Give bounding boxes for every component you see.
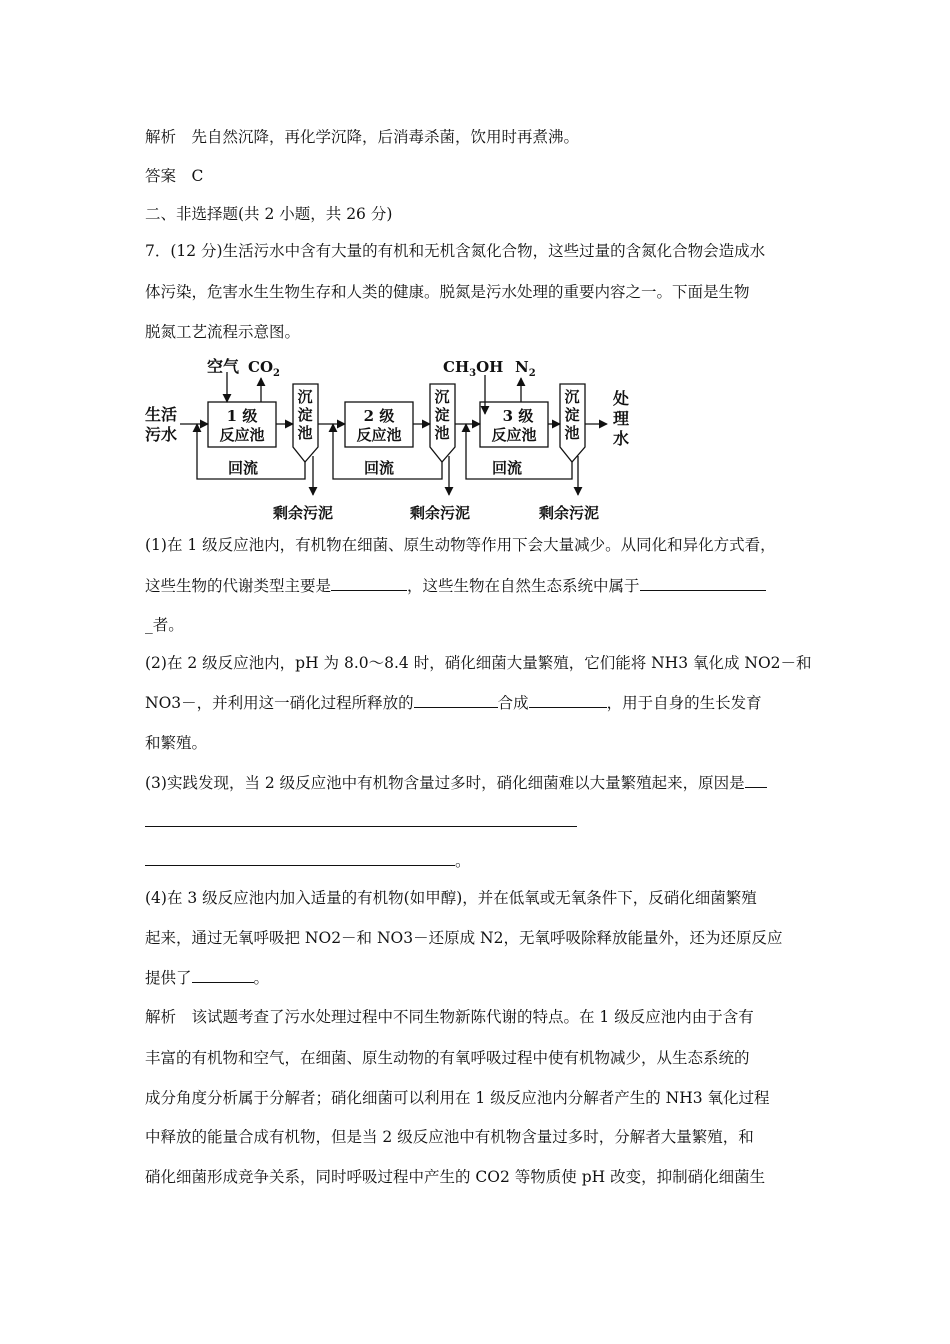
settler-3-char: 沉 (564, 388, 580, 406)
output-label-char: 处 (613, 389, 630, 408)
settler-1-char: 沉 (297, 388, 313, 406)
text-segment: ，这些生物在自然生态系统中属于 (407, 577, 640, 595)
text-segment: ，用于自身的生长发育 (606, 694, 762, 712)
text-segment: 合成 (497, 694, 529, 712)
question-stem: 体污染，危害水生生物生存和人类的健康。脱氮是污水处理的重要内容之一。下面是生物 (145, 283, 750, 301)
sludge-label-2: 剩余污泥 (410, 504, 471, 522)
answer-blank[interactable] (640, 575, 766, 591)
question-2-line (145, 692, 762, 713)
section-heading: 二、非选择题(共 2 小题，共 26 分) (145, 205, 393, 223)
settler-1-char: 池 (297, 424, 313, 442)
settler-2-char: 沉 (434, 388, 450, 406)
air-label: 空气 (207, 357, 240, 376)
process-flow-diagram (140, 352, 640, 532)
reflux-label-3: 回流 (492, 459, 523, 477)
answer-blank[interactable] (192, 967, 254, 983)
question-1-line: (1)在 1 级反应池内，有机物在细菌、原生动物等作用下会大量减少。从同化和异化方式看， (145, 536, 776, 554)
question-1-line: _者。 (145, 616, 184, 634)
answer-blank[interactable] (414, 692, 498, 708)
question-4-line: 起来，通过无氧呼吸把 NO2－和 NO3－还原成 N2，无氧呼吸除释放能量外，还为还原反应 (145, 929, 783, 947)
sludge-label-3: 剩余污泥 (539, 504, 600, 522)
text-segment: 这些生物的代谢类型主要是 (145, 577, 332, 595)
text-segment: NO3－，并利用这一硝化过程所释放的 (145, 694, 414, 712)
question-3-line (145, 850, 471, 871)
tank-1-label-top: 1 级 (226, 407, 258, 425)
settler-1-char: 淀 (297, 406, 313, 424)
text-segment: 。 (455, 852, 471, 870)
question-3-line (145, 772, 767, 793)
answer-blank[interactable] (745, 772, 767, 788)
output-label-char: 理 (613, 409, 630, 428)
settler-3-char: 淀 (564, 406, 580, 424)
explanation-line: 解析 该试题考查了污水处理过程中不同生物新陈代谢的特点。在 1 级反应池内由于含有 (145, 1008, 754, 1026)
n2-label: $N_2$ (515, 358, 536, 379)
co2-label: $CO_2$ (248, 358, 280, 379)
explanation-line: 成分角度分析属于分解者；硝化细菌可以利用在 1 级反应池内分解者产生的 NH3 氧化过程 (145, 1089, 770, 1107)
question-2-line: 和繁殖。 (145, 734, 208, 752)
output-label-char: 水 (613, 429, 630, 448)
text-segment: (3)实践发现，当 2 级反应池中有机物含量过多时，硝化细菌难以大量繁殖起来，原因是 (145, 774, 745, 792)
tank-1-label-bottom: 反应池 (219, 426, 265, 444)
reflux-label-1: 回流 (228, 459, 259, 477)
explanation-line: 硝化细菌形成竞争关系，同时呼吸过程中产生的 CO2 等物质使 pH 改变，抑制硝化细菌生 (145, 1168, 766, 1186)
question-3-line (145, 811, 577, 832)
input-label-top: 生活 (145, 405, 178, 424)
ch3oh-label: $CH_3OH$ (443, 358, 504, 379)
question-2-line: (2)在 2 级反应池内，pH 为 8.0～8.4 时，硝化细菌大量繁殖，它们能将 NH3 氧化成 NO2－和 (145, 654, 812, 672)
answer-blank[interactable] (145, 850, 455, 866)
reflux-label-2: 回流 (364, 459, 395, 477)
question-stem: 7．(12 分)生活污水中含有大量的有机和无机含氮化合物，这些过量的含氮化合物会造成水 (145, 242, 766, 260)
explanation-line: 丰富的有机物和空气，在细菌、原生动物的有氧呼吸过程中使有机物减少，从生态系统的 (145, 1049, 750, 1067)
sludge-label-1: 剩余污泥 (273, 504, 334, 522)
question-4-line (145, 967, 269, 988)
answer-blank[interactable] (331, 575, 407, 591)
tank-2-label-bottom: 反应池 (356, 426, 402, 444)
question-1-line (145, 575, 766, 596)
settler-2-char: 池 (434, 424, 450, 442)
tank-2-label-top: 2 级 (363, 407, 395, 425)
explanation-line: 中释放的能量合成有机物，但是当 2 级反应池中有机物含量过多时，分解者大量繁殖，和 (145, 1128, 754, 1146)
text-segment: 。 (253, 969, 270, 987)
text-segment: 提供了 (145, 969, 192, 987)
question-4-line: (4)在 3 级反应池内加入适量的有机物(如甲醇)，并在低氧或无氧条件下，反硝化细菌繁殖 (145, 889, 757, 907)
question-stem: 脱氮工艺流程示意图。 (145, 323, 301, 341)
settler-3-char: 池 (564, 424, 580, 442)
answer-blank[interactable] (145, 811, 577, 827)
tank-3-label-bottom: 反应池 (491, 426, 537, 444)
answer-blank[interactable] (529, 692, 607, 708)
settler-2-char: 淀 (434, 406, 450, 424)
text-line: 答案 C (145, 167, 204, 185)
text-line: 解析 先自然沉降，再化学沉降，后消毒杀菌，饮用时再煮沸。 (145, 128, 580, 146)
input-label-bottom: 污水 (145, 425, 178, 444)
tank-3-label-top: 3 级 (502, 407, 534, 425)
